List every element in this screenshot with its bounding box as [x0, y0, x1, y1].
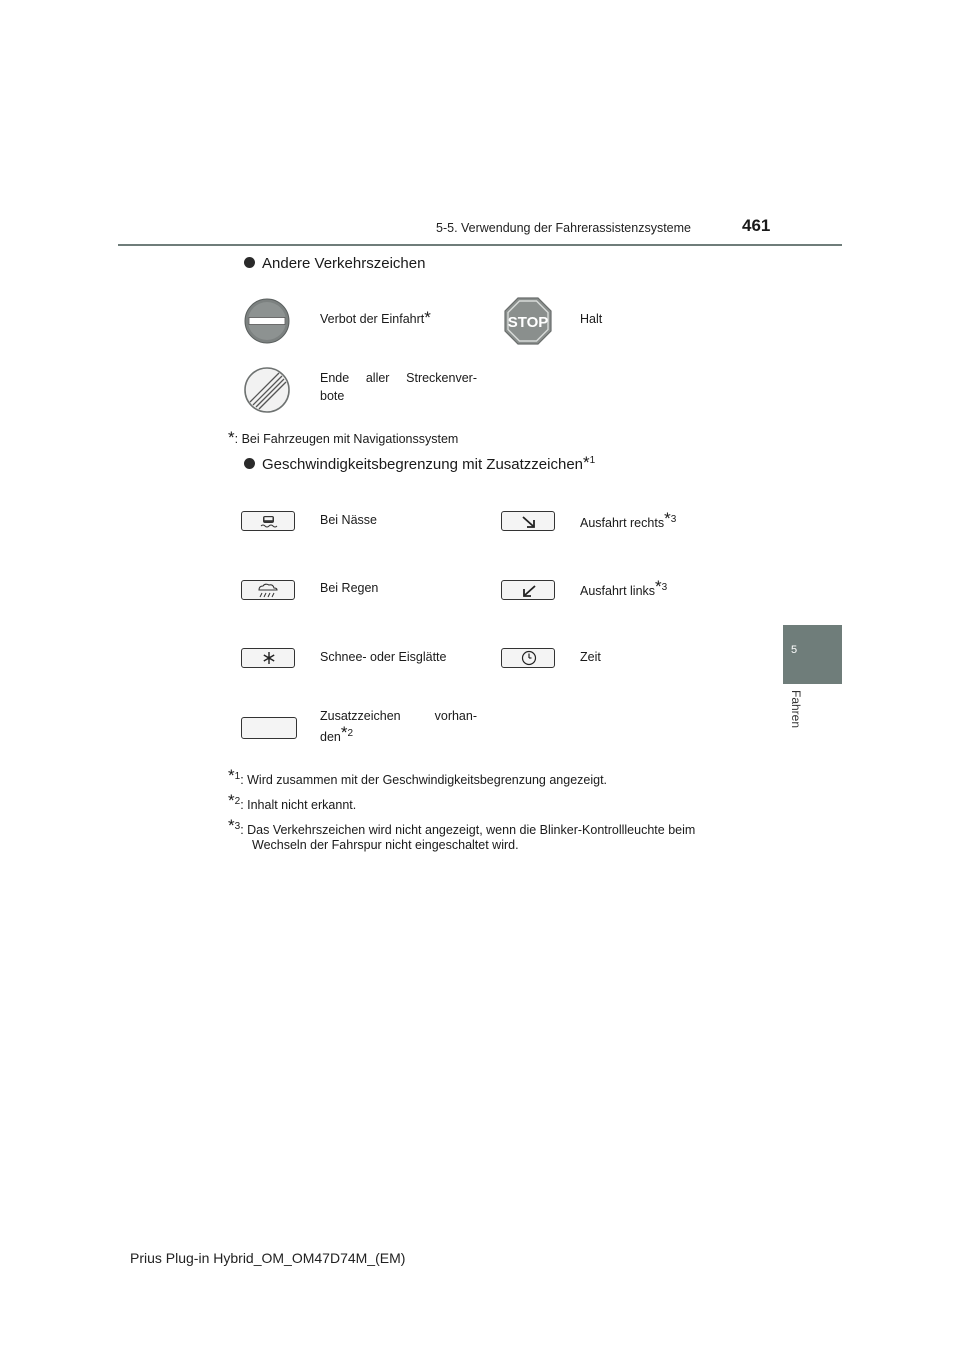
arrow-right-down-plate-icon	[501, 511, 555, 531]
sign-label-time: Zeit	[580, 650, 601, 664]
sign-label-exit-right: Ausfahrt rechts*$^3$	[580, 509, 677, 531]
bullet-icon	[244, 257, 255, 268]
page-number: 461	[742, 216, 771, 235]
no-entry-sign-icon	[244, 298, 290, 344]
sign-label-exit-left: Ausfahrt links*$^3$	[580, 577, 668, 599]
sign-label-no-entry: Verbot der Einfahrt*	[320, 308, 431, 327]
chapter-number: 5	[791, 644, 798, 656]
rain-plate-icon	[241, 580, 295, 600]
sign-label-additional-present-line1: Zusatzzeichen vorhan-	[320, 709, 477, 723]
sign-label-stop: Halt	[580, 312, 603, 326]
heading-other-signs: Andere Verkehrszeichen	[244, 255, 425, 272]
footnote-3-continuation: Wechseln der Fahrspur nicht eingeschaltet wird.	[252, 838, 519, 852]
blank-plate-icon	[241, 717, 297, 739]
footnote-2: *$^2$: Inhalt nicht erkannt.	[228, 791, 357, 812]
wet-road-plate-icon	[241, 511, 295, 531]
section-title: 5-5. Verwendung der Fahrerassistenzsysteme	[436, 221, 691, 235]
heading-speed-limit-plates: Geschwindigkeitsbegrenzung mit Zusatzzeichen*$^1$	[244, 455, 595, 473]
footnote-3: *$^3$: Das Verkehrszeichen wird nicht angezeigt, wenn die Blinker-Kontrollleuchte beim	[228, 816, 696, 837]
footnote-1: *$^1$: Wird zusammen mit der Geschwindigkeitsbegrenzung angezeigt.	[228, 766, 608, 787]
sign-label-wet: Bei Nässe	[320, 513, 377, 527]
clock-plate-icon	[501, 648, 555, 668]
arrow-left-down-plate-icon	[501, 580, 555, 600]
chapter-tab	[783, 625, 842, 684]
sign-label-end-restrictions-line1: Ende aller Streckenver-	[320, 371, 477, 385]
stop-sign-icon	[504, 297, 552, 345]
document-footer: Prius Plug-in Hybrid_OM_OM47D74M_(EM)	[130, 1250, 406, 1266]
stop-sign-text: STOP	[507, 314, 549, 331]
sign-label-rain: Bei Regen	[320, 581, 379, 595]
snowflake-plate-icon	[241, 648, 295, 668]
footnote-navigation: *: Bei Fahrzeugen mit Navigationssystem	[228, 428, 459, 447]
end-of-restrictions-sign-icon	[244, 367, 290, 413]
header-divider	[118, 244, 842, 246]
sign-label-end-restrictions-line2: bote	[320, 389, 345, 403]
sign-label-snow-ice: Schnee- oder Eisglätte	[320, 650, 447, 664]
sign-label-additional-present-line2: den*$^2$	[320, 723, 354, 745]
bullet-icon	[244, 458, 255, 469]
chapter-label: Fahren	[789, 690, 803, 729]
